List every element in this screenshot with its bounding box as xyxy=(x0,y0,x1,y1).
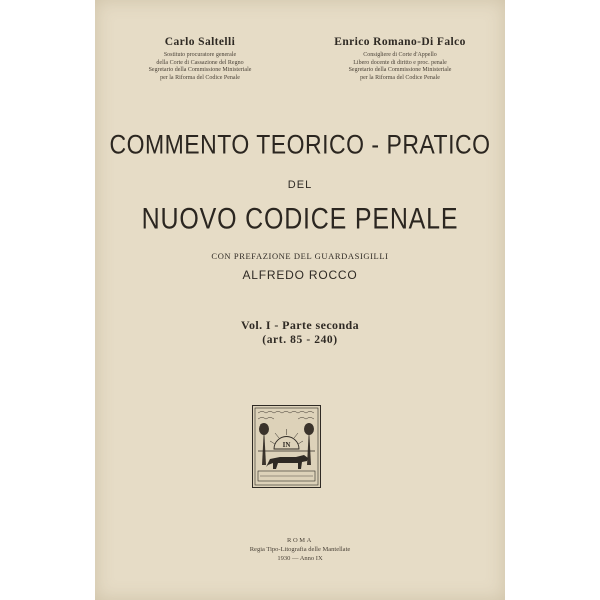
book-title: COMMENTO TEORICO - PRATICO xyxy=(109,128,491,160)
author-credential: per la Riforma del Codice Penale xyxy=(160,74,240,81)
book-title-page xyxy=(95,0,505,600)
author-name: Enrico Romano-Di Falco xyxy=(334,36,466,48)
author-credential: per la Riforma del Codice Penale xyxy=(360,74,440,81)
author-name: Carlo Saltelli xyxy=(164,36,236,48)
preface-author: ALFREDO ROCCO xyxy=(242,268,358,282)
author-credential: Segretario della Commissione Ministeriale xyxy=(348,67,452,74)
author-credential: della Corte di Cassazione del Regno xyxy=(156,59,244,66)
imprint-publisher: Regia Tipo-Litografia delle Mantellate xyxy=(249,546,351,553)
imprint-year: 1930 — Anno IX xyxy=(277,555,323,562)
imprint xyxy=(95,536,505,563)
svg-text:IN: IN xyxy=(282,441,291,449)
imprint-city: ROMA xyxy=(287,537,313,544)
author-credential: Libero docente di diritto e proc. penale xyxy=(353,59,447,66)
authors-block xyxy=(105,36,495,82)
author-credential: Consigliere di Corte d'Appello xyxy=(363,52,437,58)
author-romano-di-falco xyxy=(305,36,495,82)
preface-line: CON PREFAZIONE DEL GUARDASIGILLI xyxy=(211,251,389,261)
author-credential: Sostituto procuratore generale xyxy=(163,52,237,58)
volume-label: Vol. I - Parte seconda xyxy=(240,318,359,332)
articles-range: (art. 85 - 240) xyxy=(262,334,338,346)
wolf-emblem-icon xyxy=(252,405,321,488)
title-connector: DEL xyxy=(287,179,313,191)
author-credential: Segretario della Commissione Ministeriale xyxy=(148,67,252,74)
book-subject: NUOVO CODICE PENALE xyxy=(141,202,459,236)
author-saltelli xyxy=(105,36,295,82)
